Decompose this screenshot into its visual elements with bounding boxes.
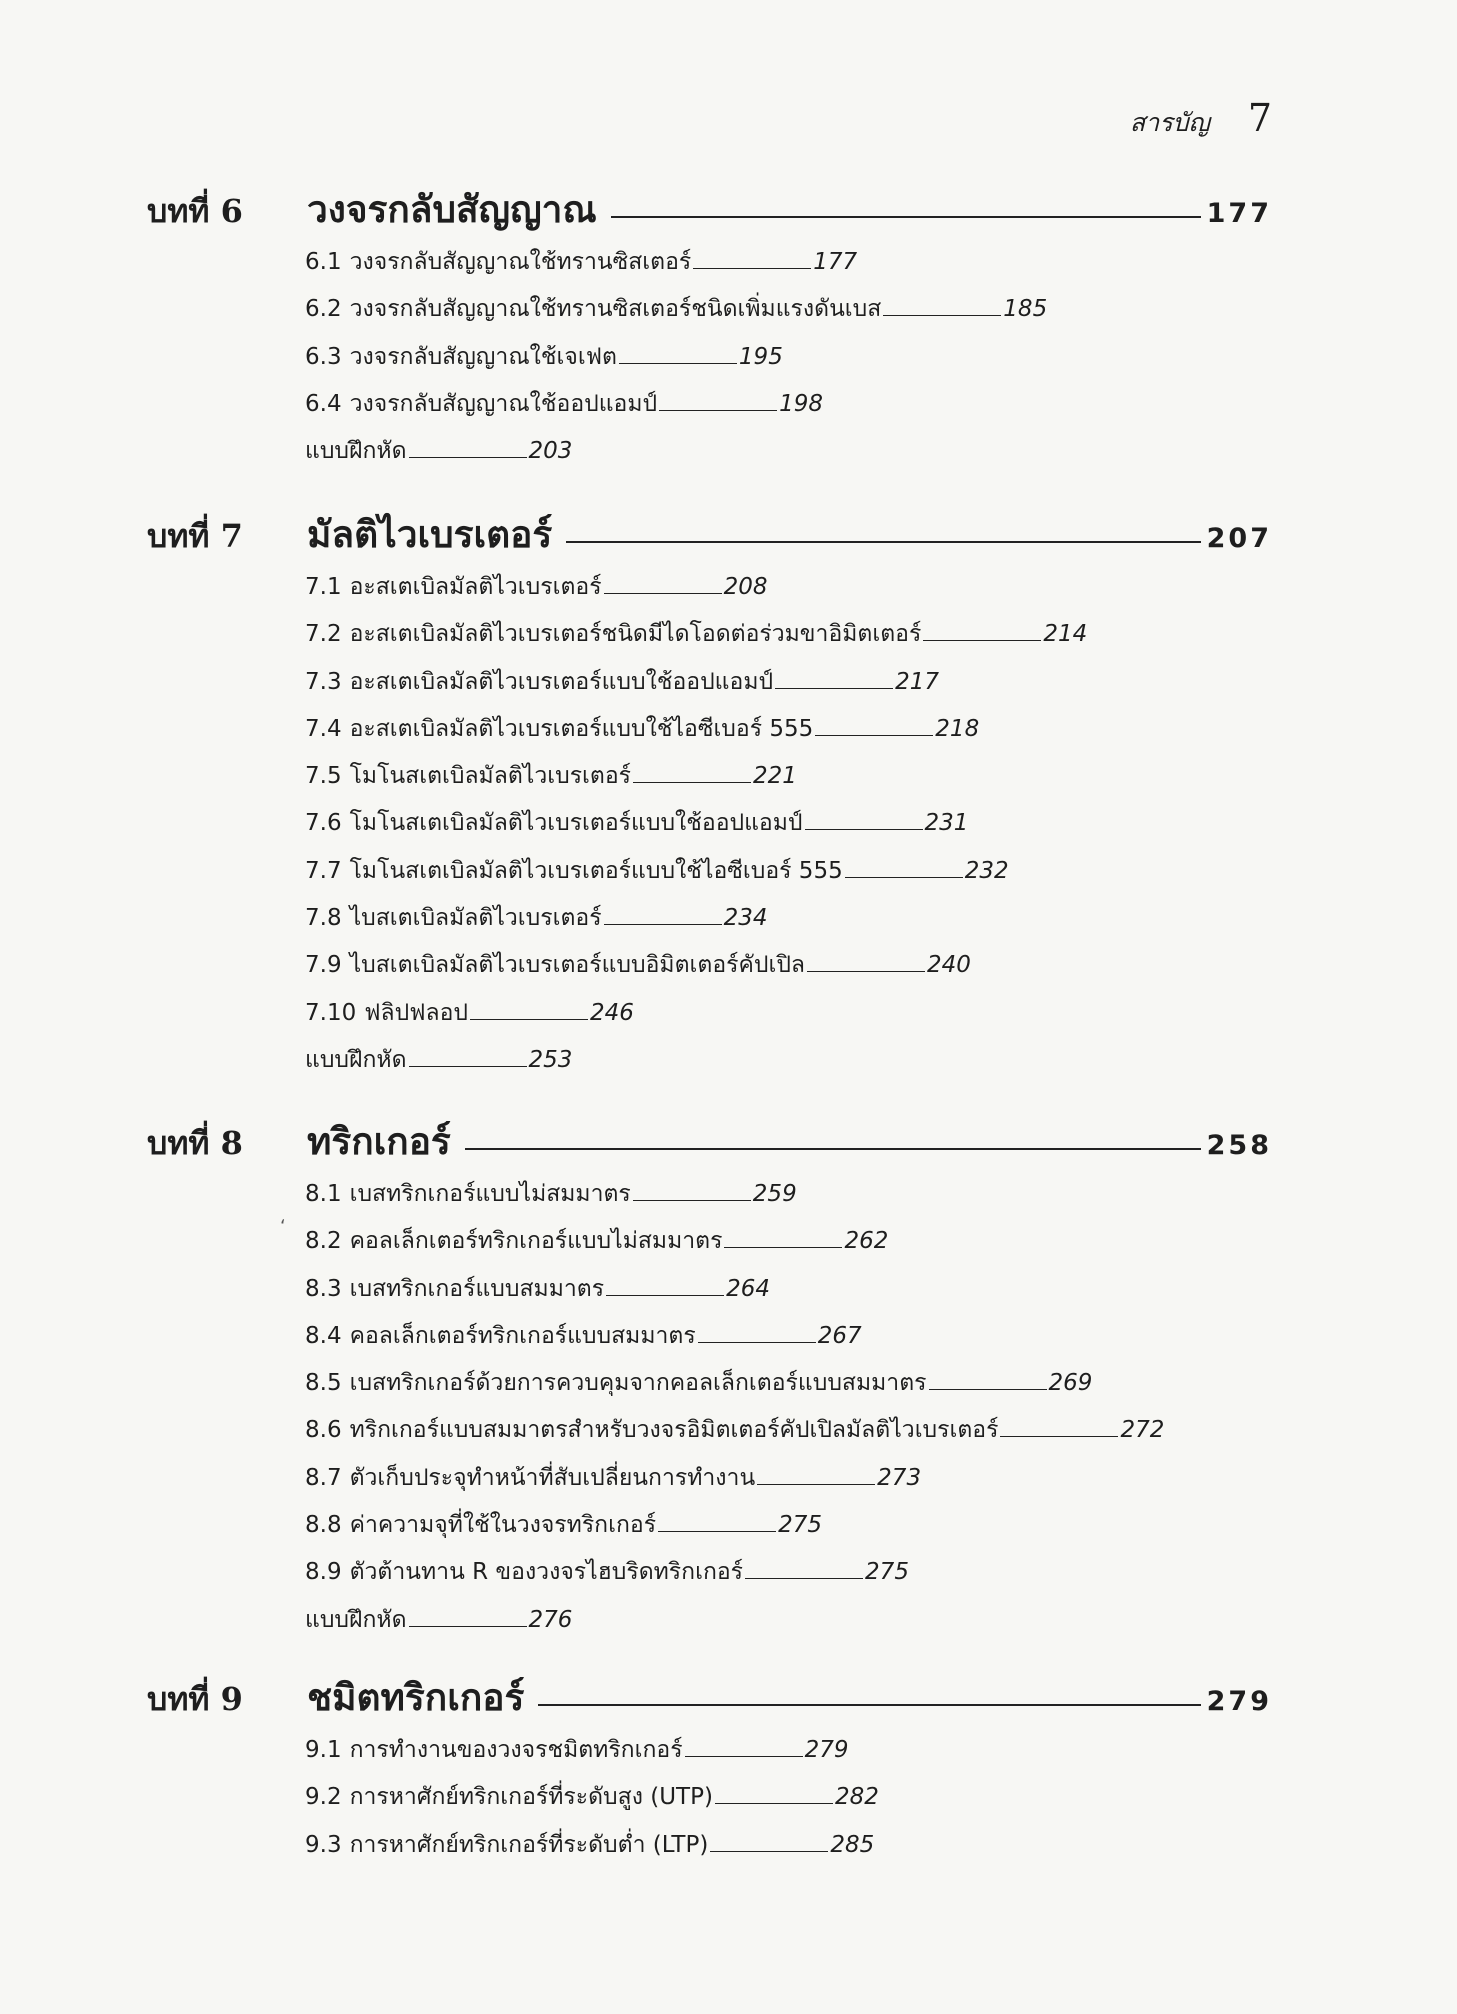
entry-number: 8.2 (305, 1228, 342, 1255)
entry-title: วงจรกลับสัญญาณใช้ทรานซิสเตอร์ (349, 249, 692, 275)
leader-line (929, 1389, 1047, 1390)
toc-entry (305, 616, 1272, 663)
entry-number: 9.3 (305, 1831, 342, 1858)
entry-page: 218 (935, 715, 980, 742)
toc-entry-exercise (305, 1042, 1272, 1089)
leader-line (757, 1484, 875, 1485)
entry-title: แบบฝึกหัด (305, 438, 407, 465)
toc-entry (305, 569, 1272, 616)
entry-title: ค่าความจุที่ใช้ในวงจรทริกเกอร์ (349, 1512, 657, 1539)
page-number: 7 (1247, 96, 1272, 140)
entry-number: 8.5 (305, 1370, 342, 1397)
entry-title: แบบฝึกหัด (305, 1606, 407, 1633)
leader-line (633, 1200, 751, 1201)
toc-entry (305, 1554, 1272, 1601)
entry-page: 185 (1003, 296, 1048, 323)
entry-number: 8.8 (305, 1512, 342, 1539)
leader-line (693, 268, 811, 269)
leader-line (604, 593, 722, 594)
running-head-label: สารบัญ (1129, 108, 1210, 137)
toc-entry (305, 805, 1272, 852)
chapter-page: 207 (1206, 523, 1272, 554)
entry-number: 7.9 (305, 952, 342, 979)
entry-page: 279 (804, 1737, 849, 1763)
running-head (1130, 96, 1272, 143)
entry-title: วงจรกลับสัญญาณใช้เจเฟต (349, 343, 617, 370)
chapter-heading (147, 1112, 1272, 1172)
entry-title: อะสเตเบิลมัลติไวเบรเตอร์แบบใช้ออปแอมป์ (349, 668, 774, 695)
entry-page: 273 (877, 1464, 922, 1491)
pencil-tick-mark: ʻ (280, 1216, 286, 1237)
entry-title: ฟลิปฟลอป (364, 999, 468, 1026)
toc-entry (305, 947, 1272, 994)
chapter-heading (147, 1668, 1272, 1728)
toc-entry (305, 900, 1272, 947)
leader-line (715, 1803, 833, 1804)
toc-entry (305, 1318, 1272, 1365)
entry-title: อะสเตเบิลมัลติไวเบรเตอร์แบบใช้ไอซีเบอร์ 555 (349, 715, 814, 742)
entry-list (305, 1176, 1272, 1649)
entry-number: 7.10 (305, 999, 357, 1026)
toc-entry (305, 339, 1272, 386)
entry-number: 7.1 (305, 574, 342, 600)
entry-page: 208 (723, 574, 768, 600)
entry-page: 275 (778, 1512, 822, 1539)
entry-title: ทริกเกอร์แบบสมมาตรสำหรับวงจรอิมิตเตอร์คัปเปิลมัลติไวเบรเตอร์ (349, 1417, 999, 1444)
entry-number: 8.6 (305, 1417, 342, 1444)
leader-line (883, 315, 1001, 316)
entry-title: วงจรกลับสัญญาณใช้ทรานซิสเตอร์ชนิดเพิ่มแรงดันเบส (349, 296, 882, 323)
entry-title: การหาศักย์ทริกเกอร์ที่ระดับสูง (UTP) (349, 1784, 713, 1811)
entry-page: 234 (723, 905, 768, 932)
toc-entry (305, 853, 1272, 900)
toc-entry (305, 1732, 1272, 1779)
entry-number: 7.6 (305, 810, 342, 837)
entry-page: 285 (830, 1831, 875, 1858)
entry-title: ตัวเก็บประจุทำหน้าที่สับเปลี่ยนการทำงาน (349, 1464, 756, 1491)
entry-title: โมโนสเตเบิลมัลติไวเบรเตอร์ (349, 763, 632, 790)
entry-number: 6.1 (305, 249, 342, 275)
entry-number: 8.1 (305, 1181, 342, 1207)
entry-page: 217 (895, 668, 939, 695)
leader-line (845, 877, 963, 878)
leader-line (923, 640, 1041, 641)
leader-line (805, 829, 923, 830)
leader-line (1000, 1436, 1118, 1437)
chapter-title: มัลติไวเบรเตอร์ (307, 512, 553, 556)
entry-number: 9.1 (305, 1737, 342, 1763)
entry-page: 177 (813, 249, 858, 275)
leader-line (409, 1066, 527, 1067)
entry-title: แบบฝึกหัด (305, 1046, 407, 1073)
entry-number: 7.4 (305, 715, 342, 742)
toc-entry (305, 711, 1272, 758)
entry-title: เบสทริกเกอร์แบบไม่สมมาตร (349, 1181, 631, 1207)
toc-entry (305, 1779, 1272, 1826)
leader-line (604, 924, 722, 925)
chapter-title: ชมิตทริกเกอร์ (307, 1675, 525, 1719)
chapter-heading (147, 180, 1272, 240)
toc-entry (305, 244, 1272, 291)
entry-page: 195 (738, 343, 783, 370)
entry-page: 276 (528, 1606, 573, 1633)
entry-number: 7.2 (305, 621, 342, 648)
chapter-7 (147, 505, 1272, 1089)
chapter-8 (147, 1112, 1272, 1649)
toc-entry (305, 1271, 1272, 1318)
entry-page: 221 (753, 763, 797, 790)
toc-entry (305, 995, 1272, 1042)
entry-list (305, 1732, 1272, 1874)
entry-title: ไบสเตเบิลมัลติไวเบรเตอร์ (349, 905, 602, 932)
toc-entry (305, 1460, 1272, 1507)
entry-page: 275 (865, 1559, 909, 1586)
chapter-9 (147, 1668, 1272, 1874)
entry-page: 262 (844, 1228, 889, 1255)
entry-title: อะสเตเบิลมัลติไวเบรเตอร์ชนิดมีไดโอดต่อร่วมขาอิมิตเตอร์ (349, 621, 922, 648)
entry-number: 8.9 (305, 1559, 342, 1586)
chapter-6 (147, 180, 1272, 480)
entry-title: ไบสเตเบิลมัลติไวเบรเตอร์แบบอิมิตเตอร์คัปเปิล (349, 952, 806, 979)
leader-line (710, 1851, 828, 1852)
leader-line (606, 1295, 724, 1296)
toc-entry (305, 1365, 1272, 1412)
entry-title: อะสเตเบิลมัลติไวเบรเตอร์ (349, 574, 602, 600)
chapter-label: บทที่ 6 (147, 192, 243, 230)
entry-list (305, 569, 1272, 1089)
chapter-label: บทที่ 8 (147, 1124, 243, 1162)
chapter-title: ทริกเกอร์ (307, 1119, 451, 1163)
leader-line (659, 410, 777, 411)
entry-number: 6.4 (305, 390, 342, 417)
chapter-label: บทที่ 9 (147, 1680, 243, 1718)
toc-entry (305, 758, 1272, 805)
toc-entry (305, 291, 1272, 338)
toc-entry (305, 386, 1272, 433)
entry-page: 264 (726, 1275, 770, 1302)
entry-number: 7.3 (305, 668, 342, 695)
entry-page: 267 (817, 1322, 862, 1349)
chapter-label: บทที่ 7 (147, 517, 243, 555)
entry-title: โมโนสเตเบิลมัลติไวเบรเตอร์แบบใช้ออปแอมป์ (349, 810, 803, 837)
toc-entry (305, 1827, 1272, 1874)
entry-page: 269 (1048, 1370, 1093, 1397)
entry-number: 7.7 (305, 857, 342, 884)
toc-entry-exercise (305, 433, 1272, 480)
leader-line (685, 1756, 803, 1757)
entry-number: 8.4 (305, 1322, 342, 1349)
entry-title: การหาศักย์ทริกเกอร์ที่ระดับต่ำ (LTP) (349, 1831, 709, 1858)
chapter-page: 258 (1206, 1130, 1272, 1161)
entry-title: ตัวต้านทาน R ของวงจรไฮบริดทริกเกอร์ (349, 1559, 744, 1586)
entry-number: 8.7 (305, 1464, 342, 1491)
entry-page: 246 (590, 999, 634, 1026)
entry-number: 6.2 (305, 296, 342, 323)
entry-title: เบสทริกเกอร์แบบสมมาตร (349, 1275, 605, 1302)
toc-entry (305, 1412, 1272, 1459)
leader-line (815, 735, 933, 736)
entry-title: คอลเล็กเตอร์ทริกเกอร์แบบไม่สมมาตร (349, 1228, 723, 1255)
entry-page: 232 (964, 857, 1009, 884)
toc-entry (305, 1176, 1272, 1223)
entry-number: 9.2 (305, 1784, 342, 1811)
leader-line (698, 1342, 816, 1343)
chapter-page: 177 (1206, 198, 1272, 229)
entry-number: 6.3 (305, 343, 342, 370)
entry-title: เบสทริกเกอร์ด้วยการควบคุมจากคอลเล็กเตอร์แบบสมมาตร (349, 1370, 927, 1397)
leader-line (465, 1148, 1201, 1150)
entry-page: 214 (1043, 621, 1088, 648)
entry-number: 8.3 (305, 1275, 342, 1302)
toc-entry (305, 664, 1272, 711)
entry-number: 7.8 (305, 905, 342, 932)
entry-page: 231 (924, 810, 969, 837)
entry-title: การทำงานของวงจรชมิตทริกเกอร์ (349, 1737, 683, 1763)
leader-line (775, 688, 893, 689)
entry-page: 203 (528, 438, 573, 465)
leader-line (409, 457, 527, 458)
entry-page: 198 (779, 390, 824, 417)
leader-line (633, 782, 751, 783)
entry-page: 253 (528, 1046, 573, 1073)
entry-number: 7.5 (305, 763, 342, 790)
entry-page: 240 (927, 952, 971, 979)
toc-entry (305, 1223, 1272, 1270)
entry-title: คอลเล็กเตอร์ทริกเกอร์แบบสมมาตร (349, 1322, 696, 1349)
chapter-page: 279 (1206, 1686, 1272, 1717)
entry-page: 282 (834, 1784, 879, 1811)
leader-line (409, 1626, 527, 1627)
entry-title: วงจรกลับสัญญาณใช้ออปแอมป์ (349, 390, 658, 417)
toc-entry-exercise (305, 1602, 1272, 1649)
entry-title: โมโนสเตเบิลมัลติไวเบรเตอร์แบบใช้ไอซีเบอร์ 555 (349, 857, 843, 884)
toc-entry (305, 1507, 1272, 1554)
leader-line (724, 1247, 842, 1248)
leader-line (566, 541, 1200, 543)
leader-line (658, 1531, 776, 1532)
entry-page: 272 (1120, 1417, 1165, 1444)
leader-line (538, 1704, 1200, 1706)
leader-line (807, 971, 925, 972)
leader-line (745, 1578, 863, 1579)
entry-page: 259 (752, 1181, 797, 1207)
leader-line (611, 216, 1201, 218)
chapter-heading (147, 505, 1272, 565)
leader-line (470, 1019, 588, 1020)
entry-list (305, 244, 1272, 480)
chapter-title: วงจรกลับสัญญาณ (307, 187, 597, 231)
leader-line (619, 363, 737, 364)
